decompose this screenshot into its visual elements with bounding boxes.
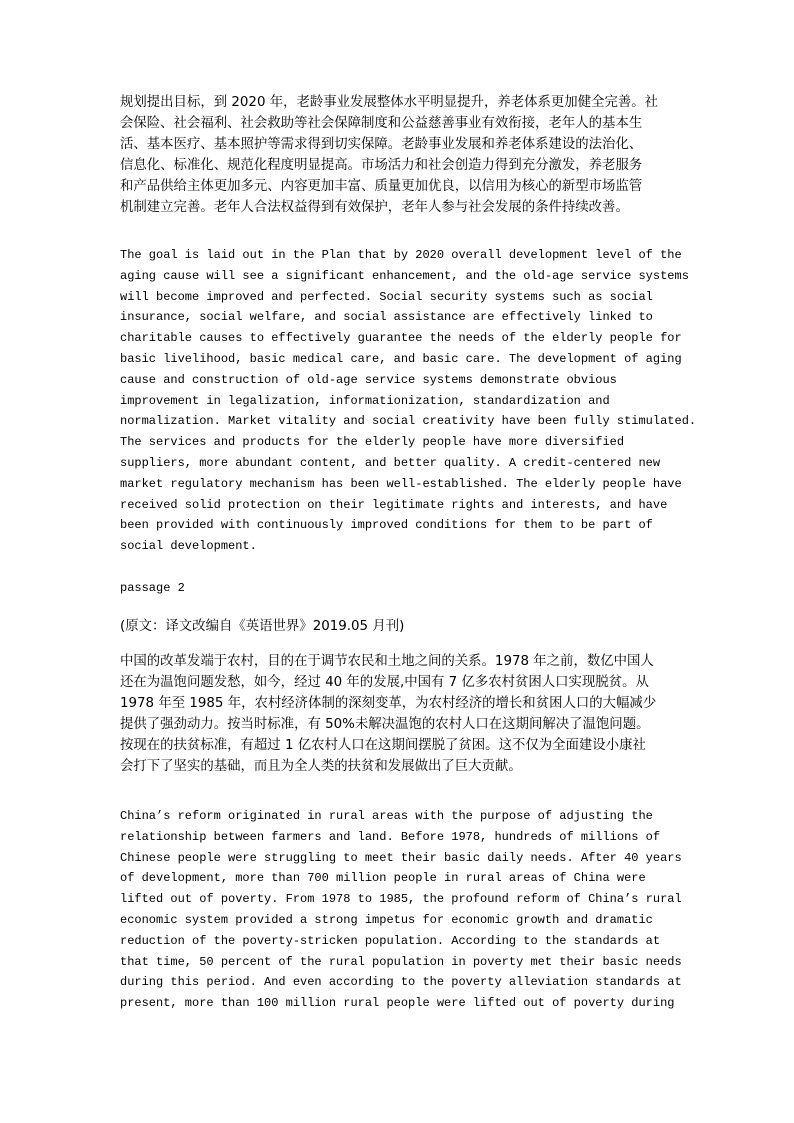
source-text: (原文：译文改编自《英语世界》2019.05 月刊) <box>120 619 405 634</box>
text-line: charitable causes to effectively guarantee the needs of the elderly people for <box>120 331 682 346</box>
passage2-english-paragraph <box>120 806 680 1014</box>
text-line: cause and construction of old-age service systems demonstrate obvious <box>120 372 617 387</box>
text-line: The services and products for the elderly people have more diversified <box>120 435 625 450</box>
text-line: 会打下了坚实的基础，而且为全人类的扶贫和发展做出了巨大贡献。 <box>120 759 522 774</box>
text-line: China’s reform originated in rural areas with the purpose of adjusting the <box>120 809 653 823</box>
text-line: The goal is laid out in the Plan that by 2020 overall development level of the <box>120 248 682 262</box>
text-line: normalization. Market vitality and social creativity have been fully stimulated. <box>120 414 697 429</box>
text-line: reduction of the poverty-stricken population. According to the standards at <box>120 933 661 948</box>
passage1-chinese-paragraph <box>120 92 680 218</box>
text-line: economic system provided a strong impetus for economic growth and dramatic <box>120 912 653 927</box>
heading-text: passage 2 <box>120 581 185 595</box>
text-line: present, more than 100 million rural people were lifted out of poverty during <box>120 996 675 1011</box>
text-line: suppliers, more abundant content, and better quality. A credit-centered new <box>120 455 661 470</box>
text-line: will become improved and perfected. Social security systems such as social <box>120 289 653 304</box>
text-line: 中国的改革发端于农村，目的在于调节农民和土地之间的关系。1978 年之前，数亿中国人 <box>120 654 654 669</box>
text-line: insurance, social welfare, and social assistance are effectively linked to <box>120 310 653 325</box>
text-line: 信息化、标准化、规范化程度明显提高。市场活力和社会创造力得到充分激发，养老服务 <box>120 158 643 173</box>
text-line: 还在为温饱问题发愁，如今，经过 40 年的发展,中国有 7 亿多农村贫困人口实现脱贫。从 <box>120 675 649 690</box>
text-line: Chinese people were struggling to meet their basic daily needs. After 40 years <box>120 850 682 865</box>
text-line: 提供了强劲动力。按当时标准，有 50%未解决温饱的农村人口在这期间解决了温饱问题。 <box>120 717 650 732</box>
passage2-chinese-paragraph <box>120 651 680 777</box>
text-line: received solid protection on their legitimate rights and interests, and have <box>120 497 668 512</box>
text-line: that time, 50 percent of the rural population in poverty met their basic needs <box>120 954 682 969</box>
text-line: during this period. And even according to the poverty alleviation standards at <box>120 975 682 990</box>
text-line: 1978 年至 1985 年，农村经济体制的深刻变革，为农村经济的增长和贫困人口的大幅减少 <box>120 696 657 711</box>
text-line: been provided with continuously improved conditions for them to be part of <box>120 518 653 533</box>
text-line: 会保险、社会福利、社会救助等社会保障制度和公益慈善事业有效衔接，老年人的基本生 <box>120 116 643 131</box>
text-line: 和产品供给主体更加多元、内容更加丰富、质量更加优良，以信用为核心的新型市场监管 <box>120 179 643 194</box>
passage1-english-paragraph <box>120 245 697 557</box>
text-line: aging cause will see a significant enhancement, and the old-age service systems <box>120 268 689 283</box>
text-line: 按现在的扶贫标准，有超过 1 亿农村人口在这期间摆脱了贫困。这不仅为全面建设小康社 <box>120 738 646 753</box>
text-line: market regulatory mechanism has been well-established. The elderly people have <box>120 476 682 491</box>
text-line: basic livelihood, basic medical care, and basic care. The development of aging <box>120 351 682 366</box>
text-line: 活、基本医疗、基本照护等需求得到切实保障。老龄事业发展和养老体系建设的法治化、 <box>120 137 643 152</box>
text-line: 规划提出目标，到 2020 年，老龄事业发展整体水平明显提升，养老体系更加健全完善。社 <box>120 95 659 110</box>
passage2-source <box>120 616 680 637</box>
text-line: 机制建立完善。老年人合法权益得到有效保护，老年人参与社会发展的条件持续改善。 <box>120 200 629 215</box>
text-line: improvement in legalization, informationization, standardization and <box>120 393 610 408</box>
text-line: social development. <box>120 539 257 554</box>
passage2-heading <box>120 578 680 599</box>
text-line: relationship between farmers and land. Before 1978, hundreds of millions of <box>120 829 661 844</box>
text-line: lifted out of poverty. From 1978 to 1985, the profound reform of China’s rural <box>120 892 682 907</box>
text-line: of development, more than 700 million people in rural areas of China were <box>120 871 646 886</box>
